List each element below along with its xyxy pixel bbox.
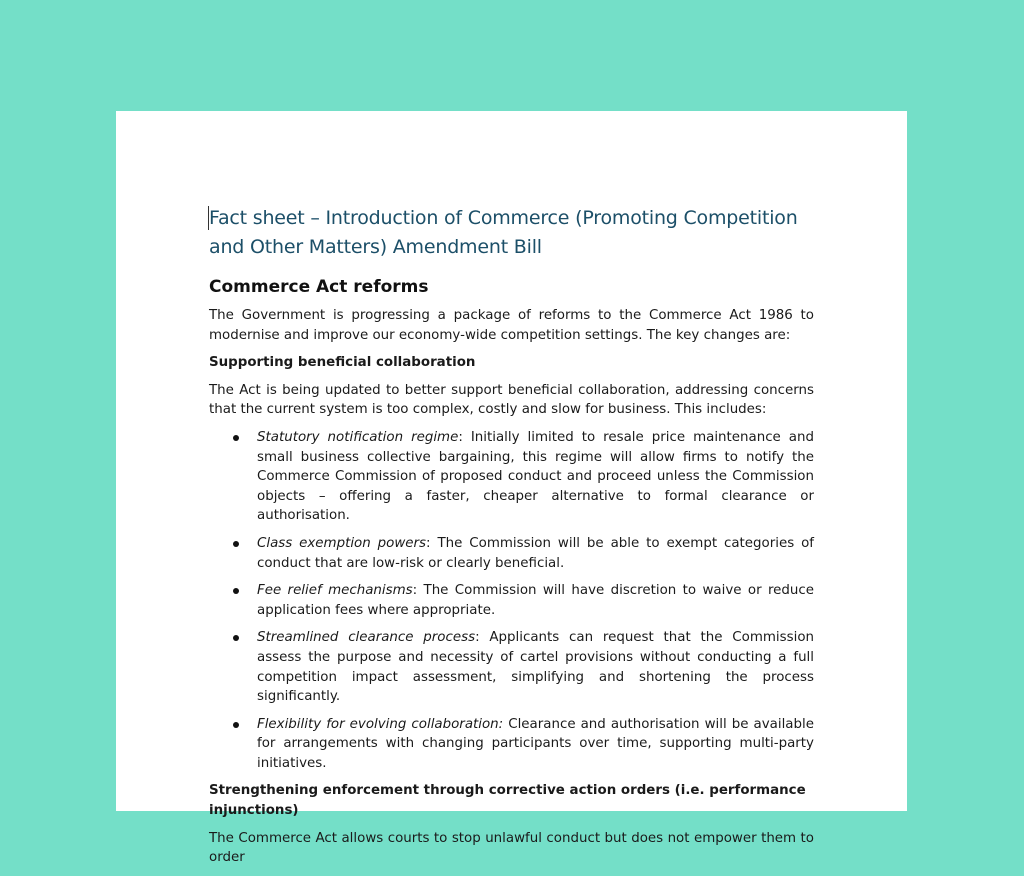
bullet-icon	[233, 588, 239, 594]
subheading-collaboration: Supporting beneficial collaboration	[209, 355, 476, 371]
bullet-term: Streamlined clearance process	[257, 630, 476, 646]
bullet-icon	[233, 435, 239, 441]
bullet-text: : Applicants can request that the Commission assess the purpose and necessity of cartel provisions without conducting a full competition impact assessment, simplifying and shortening the process significantly.	[257, 630, 814, 705]
bullet-icon	[233, 635, 239, 641]
bullet-term: Fee relief mechanisms	[257, 583, 413, 599]
bullet-term: Class exemption powers	[257, 535, 427, 551]
bullet-term: Flexibility for evolving collaboration:	[257, 716, 504, 732]
document-title-text: Fact sheet – Introduction of Commerce (Promoting Competition and Other Matters) Amendment Bill	[209, 207, 798, 258]
bullet-term: Statutory notification regime	[257, 429, 459, 445]
list-item	[209, 715, 814, 774]
bullet-text: Clearance and authorisation will be available for arrangements with changing participants over time, supporting multi-party initiatives.	[257, 716, 814, 771]
bullet-icon	[233, 541, 239, 547]
reform-bullet-list	[209, 428, 814, 774]
document-title	[209, 204, 814, 262]
document-page	[116, 111, 907, 866]
collaboration-paragraph: The Act is being updated to better support beneficial collaboration, addressing concerns that the current system is too complex, costly and slow for business. This includes:	[209, 382, 814, 418]
bullet-text: : Initially limited to resale price maintenance and small business collective bargaining, this regime will allow firms to notify the Commerce Commission of proposed conduct and proceed unless the Commission objects – offering a faster, cheaper alternative to formal clearance or authorisation.	[257, 429, 814, 524]
intro-paragraph: The Government is progressing a package of reforms to the Commerce Act 1986 to modernise and improve our economy-wide competition settings. The key changes are:	[209, 308, 814, 343]
list-item	[209, 534, 814, 573]
subheading-enforcement: Strengthening enforcement through corrective action orders (i.e. performance injunctions)	[209, 783, 806, 819]
text-cursor	[208, 206, 209, 230]
document-body	[209, 204, 814, 876]
enforcement-paragraph: The Commerce Act allows courts to stop unlawful conduct but does not empower them to order	[209, 830, 814, 866]
section-heading: Commerce Act reforms	[209, 277, 429, 297]
list-item	[209, 428, 814, 526]
bullet-text: : The Commission will have discretion to waive or reduce application fees where appropriate.	[257, 583, 814, 618]
list-item	[209, 581, 814, 620]
bullet-icon	[233, 722, 239, 728]
list-item	[209, 628, 814, 706]
bullet-text: : The Commission will be able to exempt categories of conduct that are low-risk or clearly beneficial.	[257, 535, 814, 571]
